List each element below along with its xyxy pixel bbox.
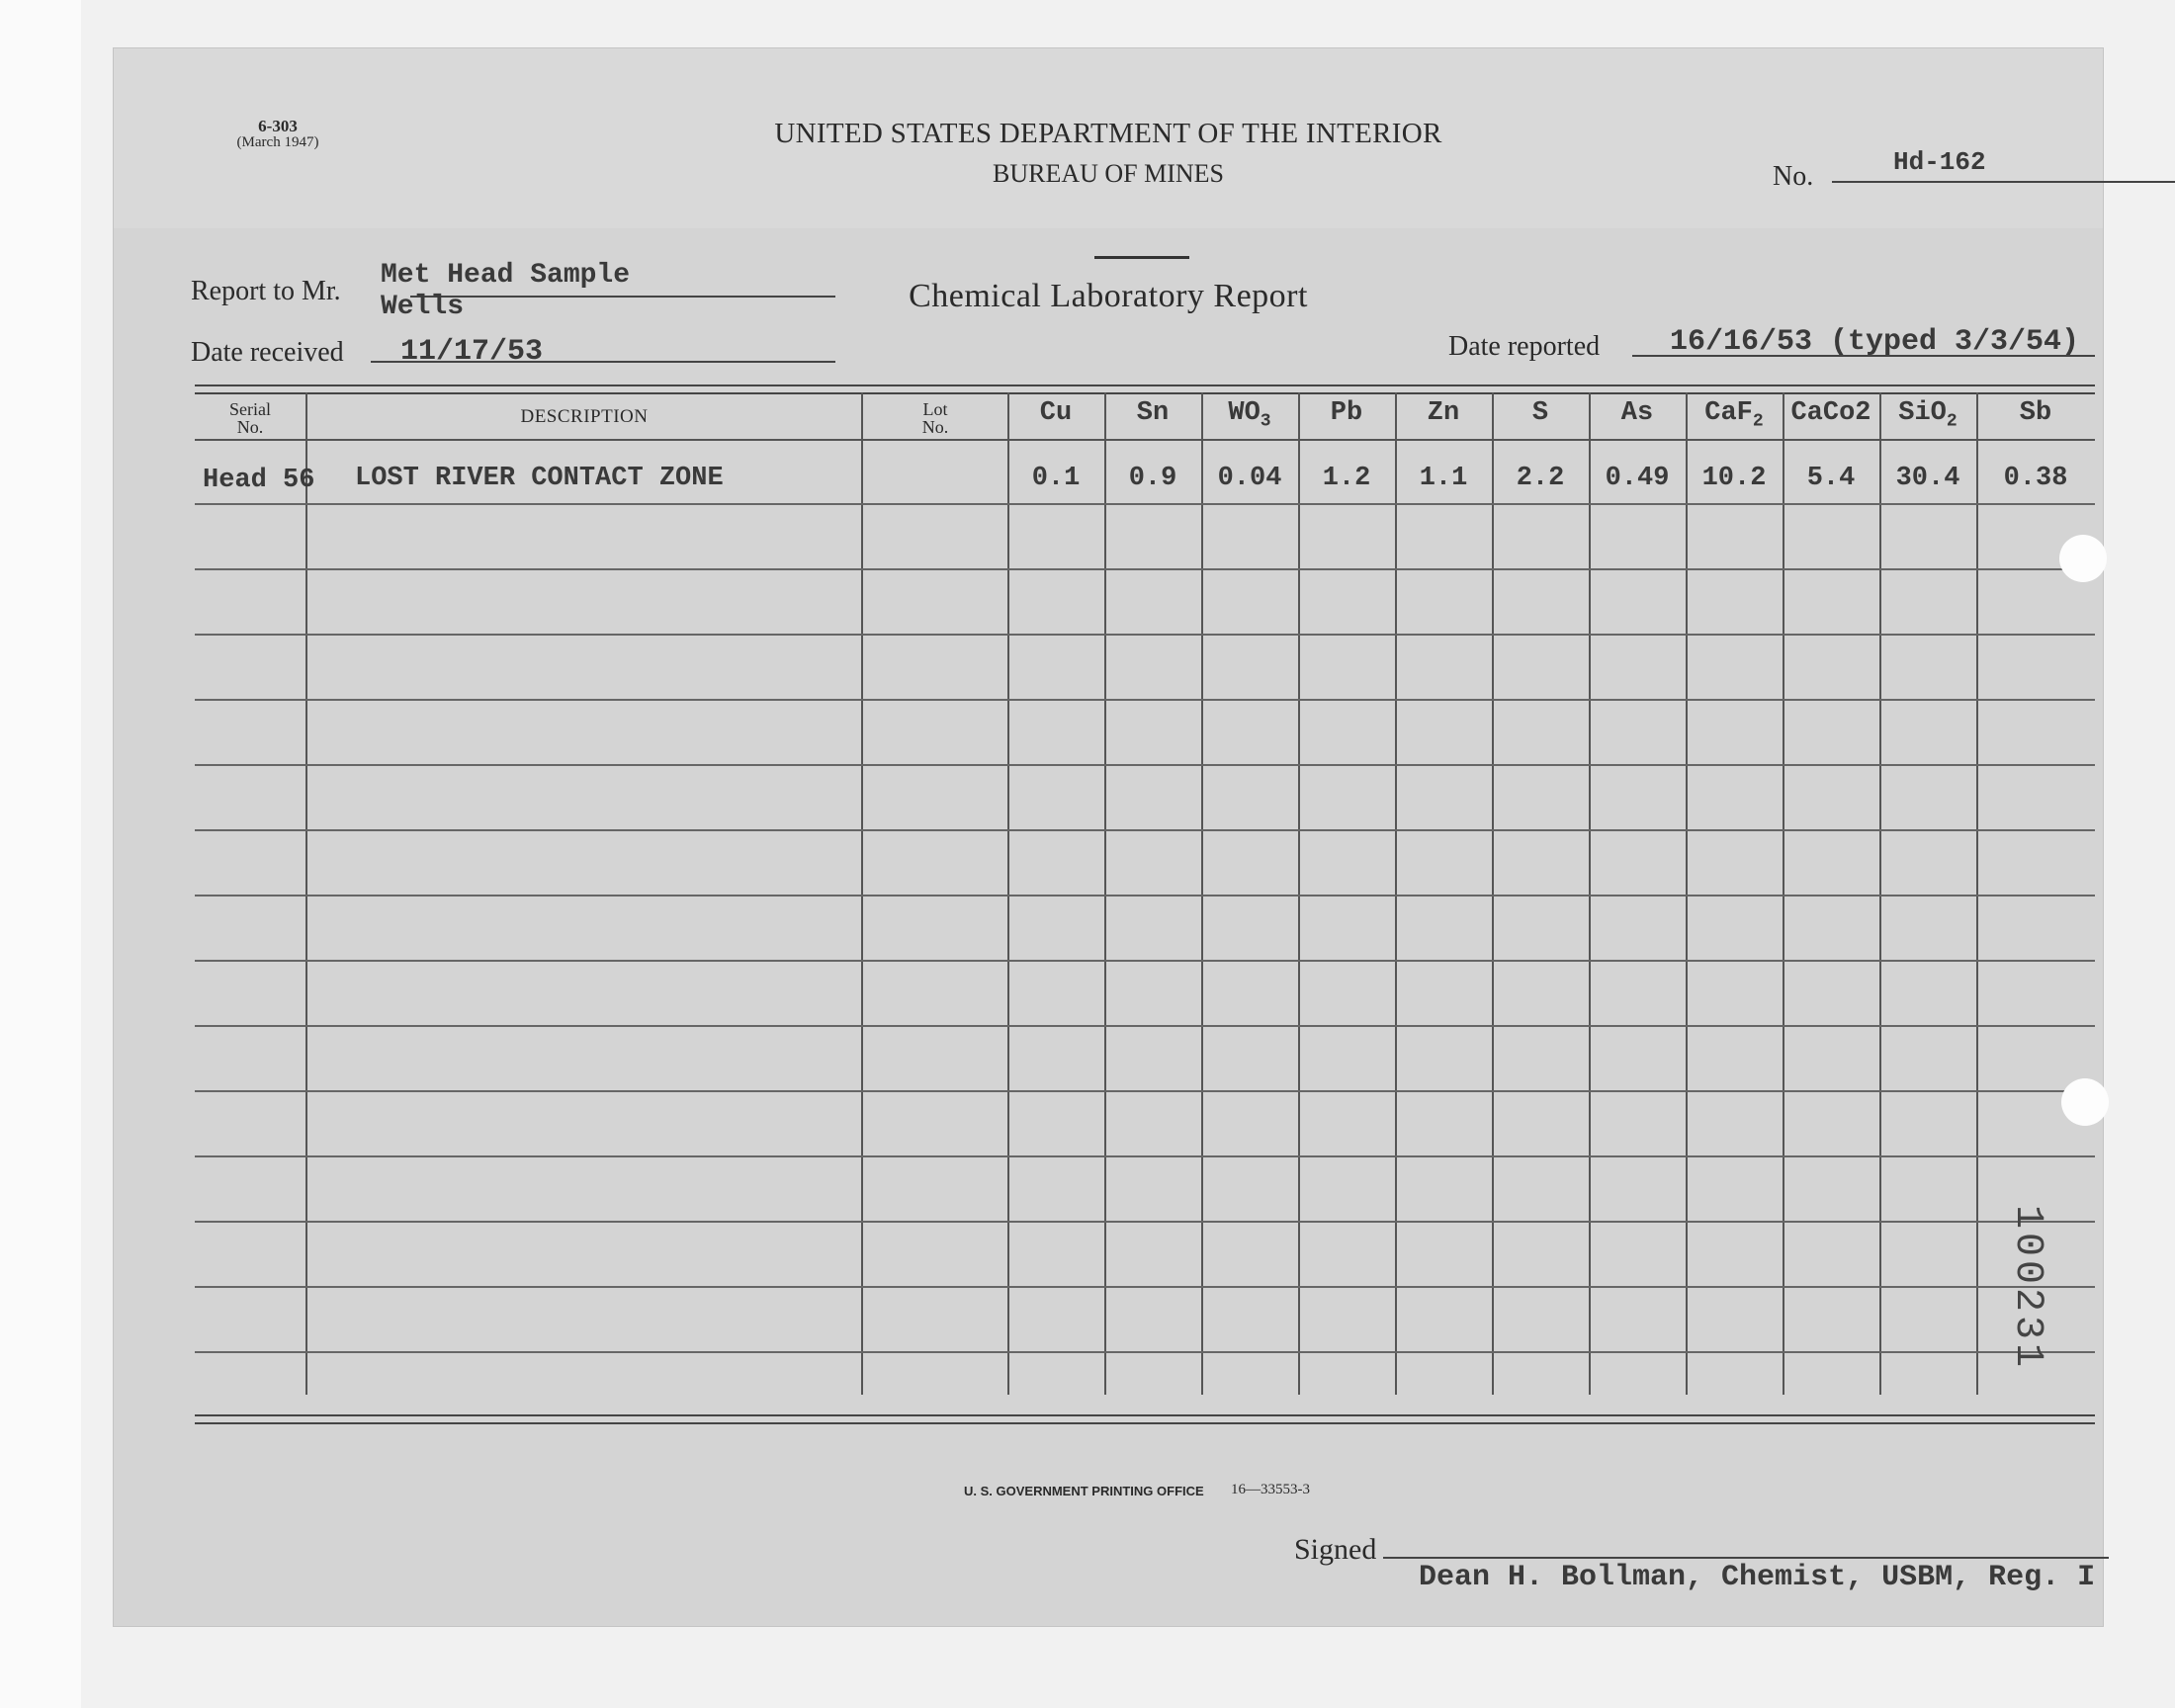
row-value-sn: 0.9 bbox=[1128, 464, 1177, 493]
column-divider-zn bbox=[1492, 392, 1494, 1395]
report-title: Chemical Laboratory Report bbox=[909, 278, 1308, 314]
row-value-cu: 0.1 bbox=[1031, 464, 1081, 493]
table-top-rule-inner bbox=[195, 392, 2095, 394]
signed-value: Dean H. Bollman, Chemist, USBM, Reg. I bbox=[1419, 1561, 2096, 1594]
row-value-s: 2.2 bbox=[1516, 464, 1565, 493]
row-value-pb: 1.2 bbox=[1322, 464, 1371, 493]
column-divider-sio2 bbox=[1976, 392, 1978, 1395]
column-divider-pb bbox=[1395, 392, 1397, 1395]
row-rule bbox=[195, 503, 2095, 505]
punch-hole bbox=[2061, 1078, 2109, 1126]
punch-hole bbox=[2059, 535, 2107, 582]
column-divider-wo3 bbox=[1298, 392, 1300, 1395]
report-to-value-line1: Met Head Sample bbox=[381, 260, 631, 291]
report-to-value-line2: Wells bbox=[381, 292, 465, 322]
report-to-line bbox=[410, 296, 835, 298]
row-rule bbox=[195, 634, 2095, 636]
header-element-caco2: CaCo2 bbox=[1790, 398, 1871, 428]
column-divider-serial bbox=[305, 392, 307, 1395]
column-divider-cu bbox=[1104, 392, 1106, 1395]
date-reported-value: 16/16/53 (typed 3/3/54) bbox=[1670, 325, 2080, 359]
header-element-zn: Zn bbox=[1427, 398, 1460, 428]
column-divider-s bbox=[1589, 392, 1591, 1395]
date-received-label: Date received bbox=[191, 337, 344, 368]
row-rule bbox=[195, 1025, 2095, 1027]
row-value-zn: 1.1 bbox=[1419, 464, 1468, 493]
header-element-sio2: SiO$_2$ bbox=[1898, 398, 1958, 432]
table-header-rule bbox=[195, 439, 2095, 441]
row-description-value: LOST RIVER CONTACT ZONE bbox=[355, 464, 724, 493]
form-number: 6-303 bbox=[258, 117, 298, 135]
printing-office-imprint: U. S. GOVERNMENT PRINTING OFFICE bbox=[964, 1484, 1204, 1498]
table-top-rule bbox=[195, 384, 2095, 386]
column-divider-description bbox=[861, 392, 863, 1395]
row-value-caf2: 10.2 bbox=[1701, 464, 1767, 493]
header-element-caf2: CaF$_2$ bbox=[1704, 398, 1764, 432]
column-divider-lot bbox=[1007, 392, 1009, 1395]
row-rule bbox=[195, 1286, 2095, 1288]
row-rule bbox=[195, 895, 2095, 897]
header-element-sb: Sb bbox=[2019, 398, 2052, 428]
header-lot-no bbox=[863, 400, 1007, 436]
header-serial-line2: No. bbox=[236, 417, 264, 437]
table-bottom-rule-outer bbox=[195, 1422, 2095, 1424]
header-lot-line1: Lot bbox=[922, 399, 948, 419]
archive-stamp-number: 100231 bbox=[2005, 1205, 2049, 1372]
header-element-sn: Sn bbox=[1136, 398, 1170, 428]
signed-label: Signed bbox=[1294, 1533, 1377, 1566]
row-rule bbox=[195, 1090, 2095, 1092]
row-value-as: 0.49 bbox=[1605, 464, 1670, 493]
row-value-wo3: 0.04 bbox=[1217, 464, 1282, 493]
print-code: 16—33553-3 bbox=[1231, 1482, 1310, 1497]
date-reported-label: Date reported bbox=[1448, 331, 1601, 362]
date-received-value: 11/17/53 bbox=[400, 335, 544, 369]
bureau-title: BUREAU OF MINES bbox=[992, 159, 1225, 188]
row-rule bbox=[195, 568, 2095, 570]
department-title: UNITED STATES DEPARTMENT OF THE INTERIOR bbox=[774, 118, 1442, 149]
column-divider-caco2 bbox=[1879, 392, 1881, 1395]
header-description: DESCRIPTION bbox=[520, 406, 649, 427]
column-divider-as bbox=[1686, 392, 1688, 1395]
report-no-label: No. bbox=[1773, 161, 1814, 192]
title-divider bbox=[1094, 256, 1189, 259]
row-rule bbox=[195, 1351, 2095, 1353]
report-no-value: Hd-162 bbox=[1893, 147, 1986, 177]
row-rule bbox=[195, 829, 2095, 831]
header-element-cu: Cu bbox=[1039, 398, 1073, 428]
header-lot-line2: No. bbox=[921, 417, 949, 437]
report-to-label: Report to Mr. bbox=[191, 276, 341, 306]
report-no-line bbox=[1832, 181, 2175, 183]
row-rule bbox=[195, 764, 2095, 766]
row-rule bbox=[195, 1221, 2095, 1223]
column-divider-caf2 bbox=[1783, 392, 1784, 1395]
left-margin-strip bbox=[0, 0, 81, 1708]
row-rule bbox=[195, 699, 2095, 701]
row-value-caco2: 5.4 bbox=[1806, 464, 1856, 493]
header-serial-no bbox=[195, 400, 305, 436]
header-serial-line1: Serial bbox=[229, 399, 271, 419]
header-element-s: S bbox=[1531, 398, 1549, 428]
row-value-sb: 0.38 bbox=[2003, 464, 2068, 493]
header-element-as: As bbox=[1620, 398, 1654, 428]
row-serial-value: Head 56 bbox=[203, 466, 315, 495]
header-element-pb: Pb bbox=[1330, 398, 1363, 428]
header-element-wo3: $WO_3$ bbox=[1228, 398, 1271, 432]
table-bottom-rule bbox=[195, 1414, 2095, 1416]
report-sheet bbox=[113, 47, 2104, 1627]
signed-line bbox=[1383, 1557, 2109, 1559]
row-rule bbox=[195, 960, 2095, 962]
row-value-sio2: 30.4 bbox=[1895, 464, 1960, 493]
form-date: (March 1947) bbox=[236, 134, 319, 150]
column-divider-sn bbox=[1201, 392, 1203, 1395]
row-rule bbox=[195, 1155, 2095, 1157]
